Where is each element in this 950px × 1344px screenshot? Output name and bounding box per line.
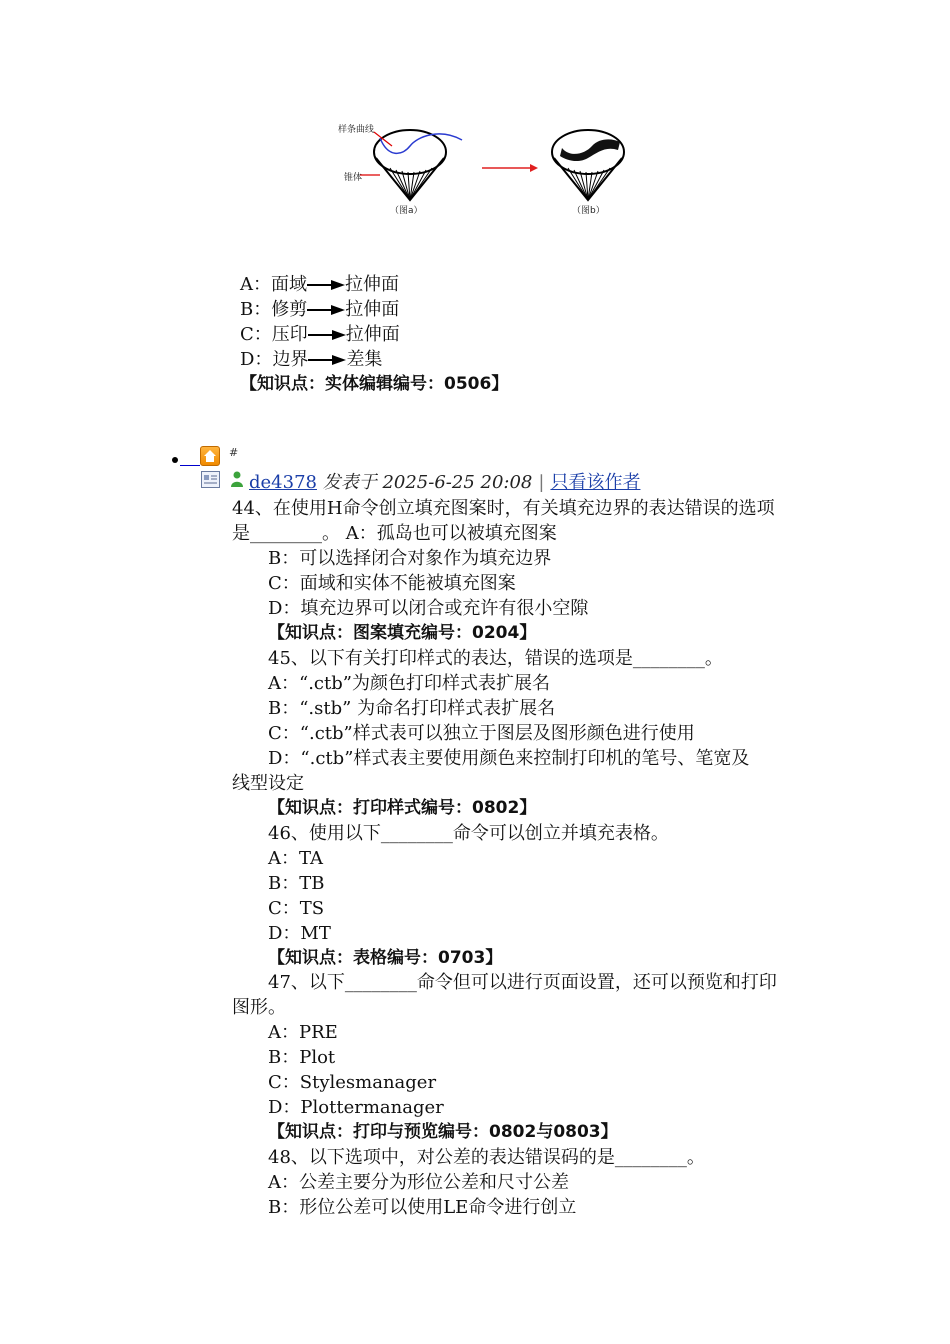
q44-option-d: D：填充边界可以闭合或充许有很小空隙 [268, 598, 589, 619]
option-left: 压印 [271, 324, 308, 345]
q45-stem: 45、以下有关打印样式的表达，错误的选项是________。 [268, 648, 723, 669]
q43-option-b [240, 297, 399, 322]
option-prefix: D： [240, 349, 273, 370]
q43-option-d [240, 347, 382, 372]
option-right: 拉伸面 [345, 324, 400, 345]
q44-stem-line-1: 44、在使用H命令创立填充图案时，有关填充边界的表达错误的选项 [232, 498, 775, 519]
option-right: 拉伸面 [345, 299, 400, 320]
label-cone: 锥体 [344, 173, 363, 183]
q47-option-d: D：Plottermanager [268, 1097, 444, 1118]
q47-option-c: C：Stylesmanager [268, 1072, 437, 1093]
q43-knowledge-point: 【知识点：实体编辑编号：0506】 [240, 374, 509, 394]
user-online-icon [230, 471, 244, 488]
q47-stem-line-1: 47、以下________命令但可以进行页面设置，还可以预览和打印 [268, 972, 777, 993]
posted-time: 发表于 2025-6-25 20:08 [322, 472, 533, 493]
q45-option-d-line-1: D：“.ctb”样式表主要使用颜色来控制打印机的笔号、笔宽及 [268, 748, 750, 769]
option-prefix: B： [240, 299, 272, 320]
caption-figure-b: （图b） [572, 206, 605, 216]
q48-option-a: A：公差主要分为形位公差和尺寸公差 [268, 1172, 569, 1193]
q46-stem: 46、使用以下________命令可以创立并填充表格。 [268, 823, 669, 844]
option-left: 面域 [271, 274, 307, 295]
arrow-icon [307, 279, 345, 291]
arrow-icon [307, 304, 345, 316]
q46-option-a: A：TA [268, 848, 324, 869]
post-header [249, 471, 640, 495]
option-right: 拉伸面 [345, 274, 399, 295]
option-right: 差集 [346, 349, 383, 370]
arrow-icon [308, 329, 346, 341]
bullet-link[interactable] [180, 465, 200, 466]
q48-stem: 48、以下选项中，对公差的表达错误码的是________。 [268, 1147, 705, 1168]
label-spline-curve: 样条曲线 [338, 125, 375, 135]
q44-option-c: C：面域和实体不能被填充图案 [268, 573, 516, 594]
q46-option-d: D：MT [268, 923, 331, 944]
profile-card-icon[interactable] [201, 471, 220, 488]
list-bullet [172, 457, 178, 463]
q47-knowledge-point: 【知识点：打印与预览编号：0802与0803】 [268, 1122, 618, 1142]
q46-option-b: B：TB [268, 873, 325, 894]
option-prefix: C： [240, 324, 272, 345]
q48-option-b: B：形位公差可以使用LE命令进行创立 [268, 1197, 577, 1218]
q43-option-c [240, 322, 400, 347]
floor-hash: # [229, 446, 239, 459]
cone-figure [330, 118, 630, 223]
q44-knowledge-point: 【知识点：图案填充编号：0204】 [268, 623, 537, 643]
home-icon[interactable] [200, 446, 220, 466]
q47-option-b: B：Plot [268, 1047, 336, 1068]
q45-option-a: A：“.ctb”为颜色打印样式表扩展名 [268, 673, 550, 694]
q44-option-b: B：可以选择闭合对象作为填充边界 [268, 548, 552, 569]
q47-stem-line-2: 图形。 [232, 997, 286, 1018]
q45-option-b: B：“.stb” 为命名打印样式表扩展名 [268, 698, 556, 719]
option-left: 修剪 [271, 299, 308, 320]
only-author-link[interactable]: 只看该作者 [550, 472, 641, 493]
q45-knowledge-point: 【知识点：打印样式编号：0802】 [268, 798, 537, 818]
q46-knowledge-point: 【知识点：表格编号：0703】 [268, 948, 503, 968]
option-prefix: A： [240, 274, 271, 295]
q44-stem-line-2: 是________。 A：孤岛也可以被填充图案 [232, 523, 557, 544]
author-link[interactable]: de4378 [249, 472, 317, 493]
caption-figure-a: （图a） [390, 206, 423, 216]
q45-option-c: C：“.ctb”样式表可以独立于图层及图形颜色进行使用 [268, 723, 695, 744]
q47-option-a: A：PRE [268, 1022, 338, 1043]
option-left: 边界 [272, 349, 309, 370]
arrow-icon [308, 354, 346, 366]
q46-option-c: C：TS [268, 898, 325, 919]
q45-option-d-line-2: 线型设定 [232, 773, 304, 794]
separator: | [538, 472, 545, 493]
q43-option-a [240, 272, 399, 297]
